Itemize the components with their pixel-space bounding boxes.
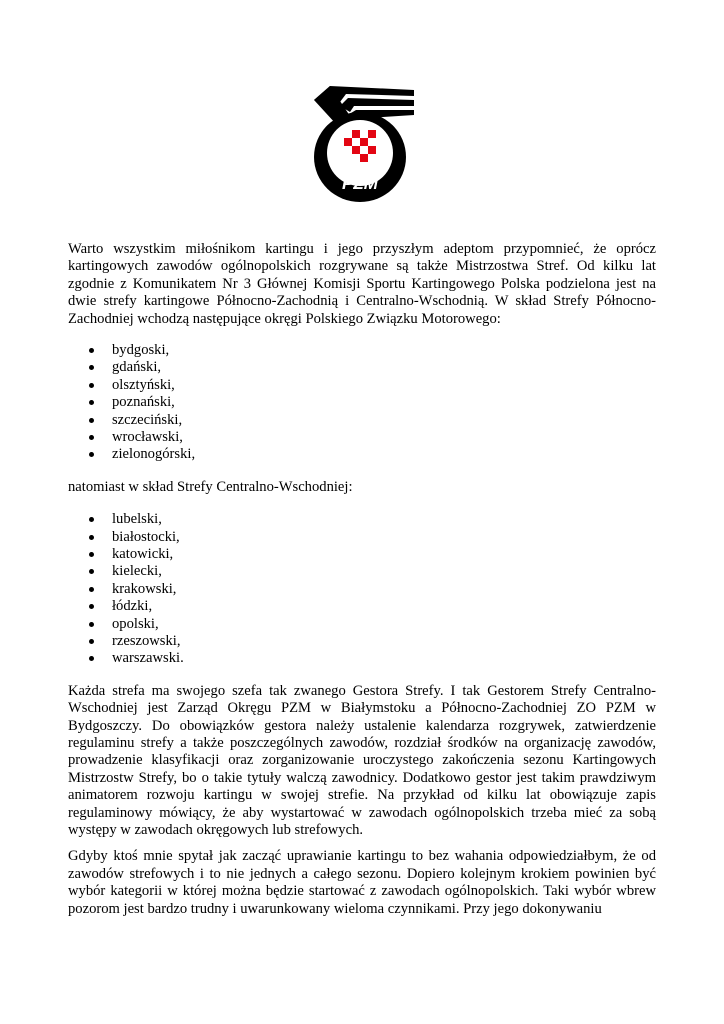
list-item-label: zielonogórski, xyxy=(112,446,196,463)
start-karting-paragraph: Gdyby ktoś mnie spytał jak zacząć uprawianie kartingu to bez wahania odpowiedziałbym, że od zawodów strefowych i to nie jednych a całego sezonu. Dopiero kolejnym krokiem powinien być wybór kategorii w której można będzie startować z zawodach ogólnopolskich. Taki wybór wbrew pozorom jest bardzo trudny i uwarunkowany wieloma czynnikami. Przy jego dokonywaniu xyxy=(68,848,656,917)
list-item xyxy=(68,377,656,394)
list-item xyxy=(68,633,656,650)
bullet-icon xyxy=(89,400,94,405)
bullet-icon xyxy=(89,639,94,644)
pzm-logo-text: PZM xyxy=(342,174,378,193)
list-item-label: krakowski, xyxy=(112,580,177,597)
list-item xyxy=(68,581,656,598)
list-item-label: łódzki, xyxy=(112,598,153,615)
bullet-icon xyxy=(89,365,94,370)
bullet-icon xyxy=(89,348,94,353)
bullet-icon xyxy=(89,604,94,609)
list-item-label: opolski, xyxy=(112,615,159,632)
zone-central-east-intro: natomiast w skład Strefy Centralno-Wschodniej: xyxy=(68,478,353,495)
list-item-label: gdański, xyxy=(112,359,162,376)
list-item xyxy=(68,429,656,446)
list-item xyxy=(68,529,656,546)
list-item xyxy=(68,546,656,563)
bullet-icon xyxy=(89,569,94,574)
list-item-label: wrocławski, xyxy=(112,428,183,445)
list-item-label: szczeciński, xyxy=(112,411,183,428)
list-item xyxy=(68,446,656,463)
bullet-icon xyxy=(89,587,94,592)
bullet-icon xyxy=(89,452,94,457)
intro-paragraph: Warto wszystkim miłośnikom kartingu i jego przyszłym adeptom przypomnieć, że oprócz kartingowych zawodów ogólnopolskich rozgrywane są także Mistrzostwa Stref. Od kilku lat zgodnie z Komunikatem Nr 3 Głównej Komisji Sportu Kartingowego Polska podzielona jest na dwie strefy kartingowe Północno-Zachodnią i Centralno-Wschodnią. W skład Strefy Północno-Zachodniej wchodzą następujące okręgi Polskiego Związku Motorowego: xyxy=(68,241,656,327)
article-body xyxy=(68,241,656,918)
bullet-icon xyxy=(89,552,94,557)
list-item-label: lubelski, xyxy=(112,511,162,528)
bullet-icon xyxy=(89,435,94,440)
bullet-icon xyxy=(89,418,94,423)
pzm-logo-icon xyxy=(310,82,414,204)
list-item xyxy=(68,359,656,376)
zone-central-east-list xyxy=(68,511,656,668)
bullet-icon xyxy=(89,622,94,627)
bullet-icon xyxy=(89,517,94,522)
gestor-paragraph: Każda strefa ma swojego szefa tak zwanego Gestora Strefy. I tak Gestorem Strefy Centralno-Wschodniej jest Zarząd Okręgu PZM w Białymstoku a Północno-Zachodniej ZO PZM w Bydgoszczy. Do obowiązków gestora należy ustalenie kalendarza rozgrywek, zatwierdzenie regulaminu strefy a także poszczególnych zawodów, rozdział środków na organizację zawodów, prowadzenie klasyfikacji oraz zorganizowanie uroczystego zakończenia sezonu Kartingowych Mistrzostw Strefy, bo o takie tytuły walczą zawodnicy. Dodatkowo gestor jest takim prawdziwym animatorem rozwoju kartingu w swojej strefie. Na przykład od kilku lat obowiązuje zapis regulaminowy mówiący, że aby wystartować w zawodach ogólnopolskich trzeba mieć za sobą występy w zawodach okręgowych lub strefowych. xyxy=(68,682,656,838)
list-item-label: poznański, xyxy=(112,394,175,411)
list-item-label: białostocki, xyxy=(112,528,180,545)
list-item-label: katowicki, xyxy=(112,545,174,562)
list-item xyxy=(68,394,656,411)
bullet-icon xyxy=(89,535,94,540)
list-item xyxy=(68,412,656,429)
bullet-icon xyxy=(89,656,94,661)
list-item xyxy=(68,511,656,528)
list-item xyxy=(68,616,656,633)
list-item-label: rzeszowski, xyxy=(112,632,181,649)
list-item xyxy=(68,342,656,359)
bullet-icon xyxy=(89,383,94,388)
zone-north-west-list xyxy=(68,342,656,464)
list-item xyxy=(68,563,656,580)
list-item-label: warszawski. xyxy=(112,650,184,667)
list-item-label: olsztyński, xyxy=(112,376,175,393)
list-item xyxy=(68,650,656,667)
list-item-label: kielecki, xyxy=(112,563,162,580)
list-item xyxy=(68,598,656,615)
list-item-label: bydgoski, xyxy=(112,342,170,359)
